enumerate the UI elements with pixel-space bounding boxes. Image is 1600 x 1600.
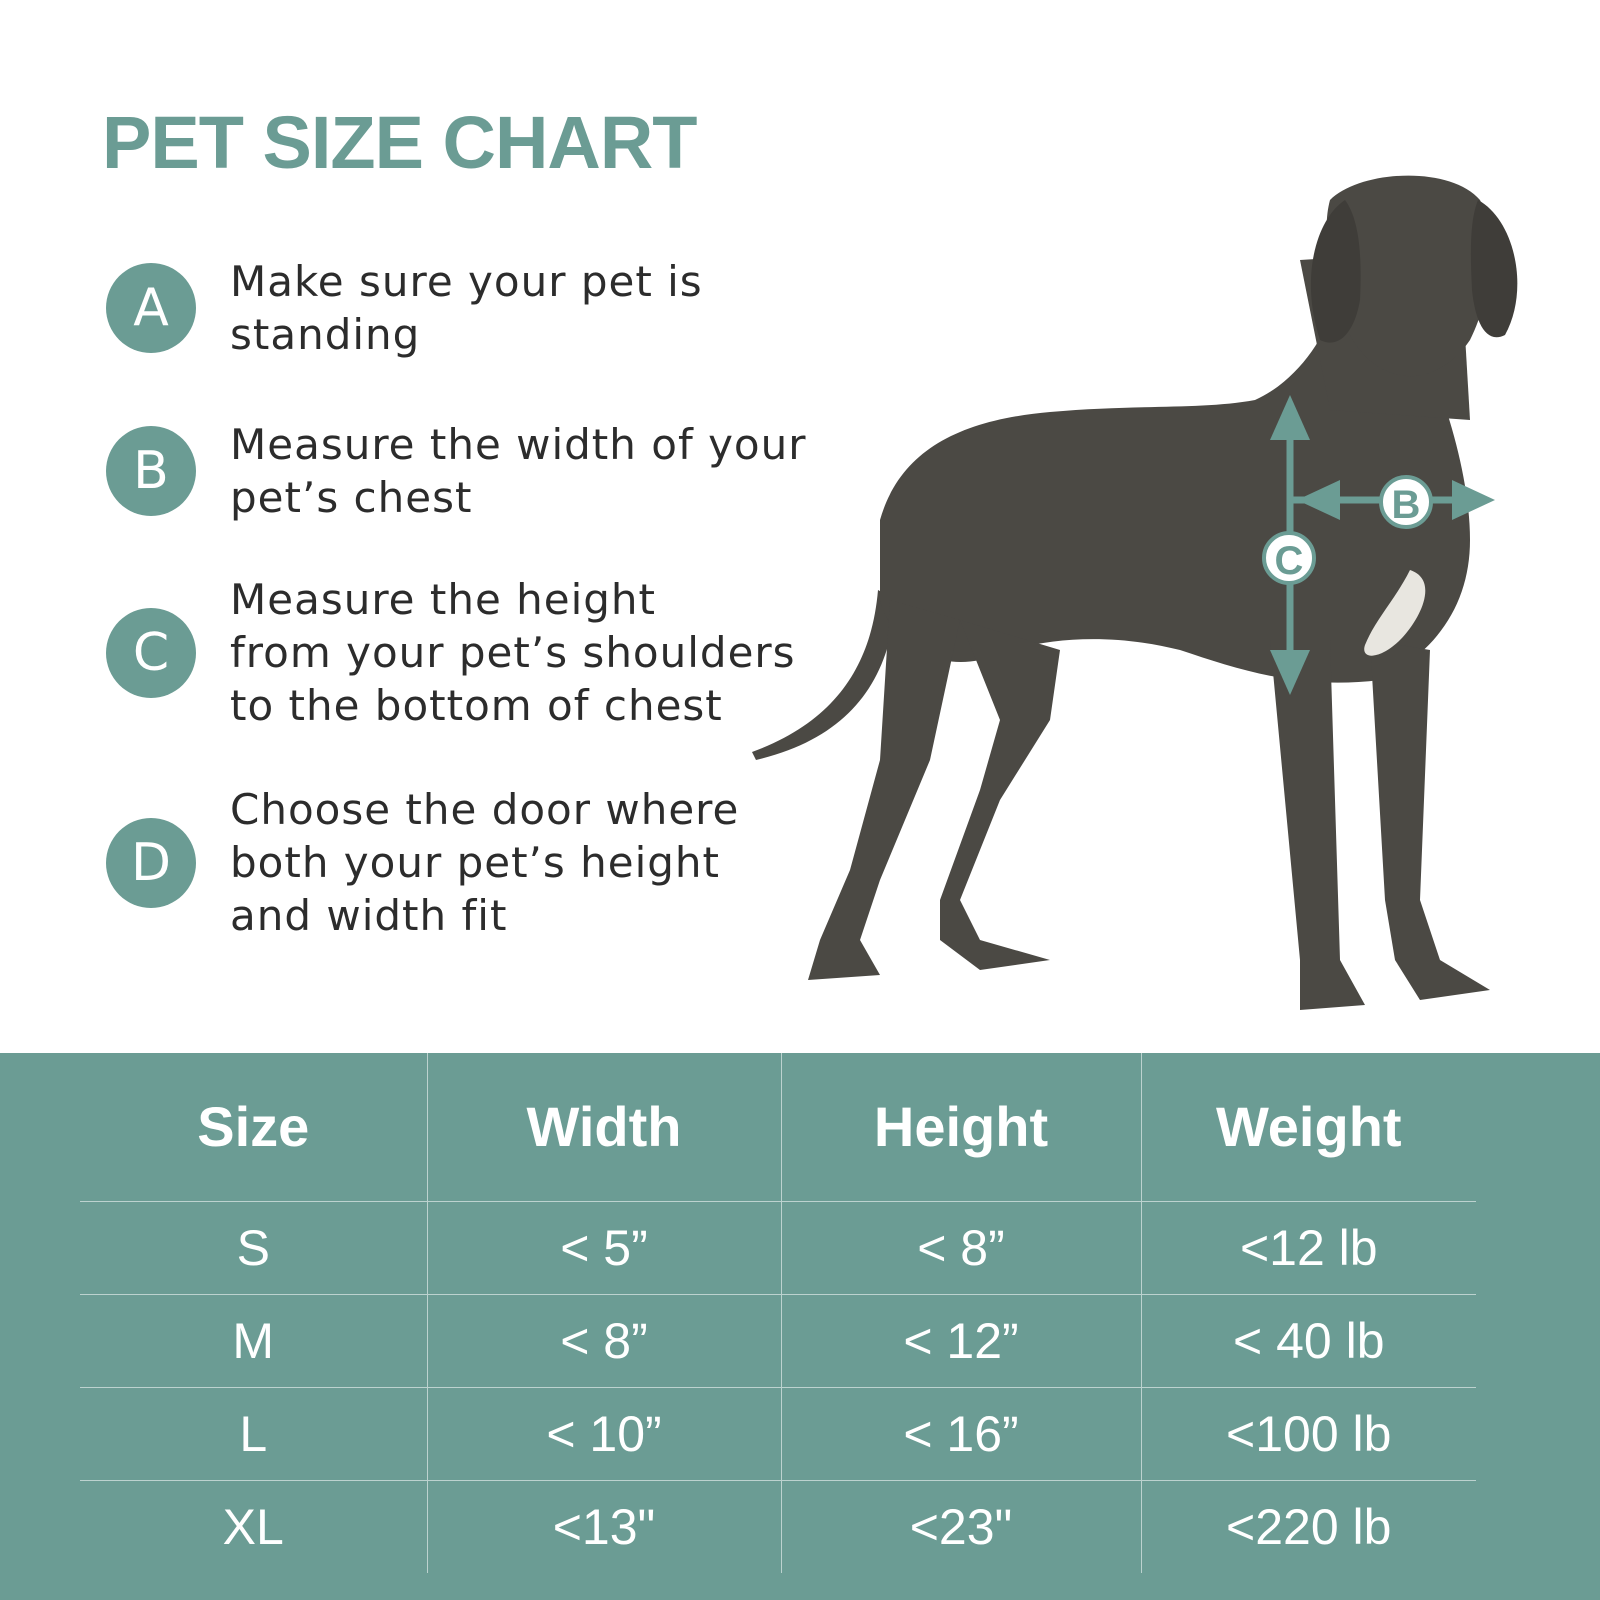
- cell-width: <13": [427, 1480, 781, 1573]
- step-d-line-1: Choose the door where: [230, 785, 740, 834]
- page-title: PET SIZE CHART: [102, 101, 697, 184]
- cell-width: < 5”: [427, 1201, 781, 1294]
- dog-illustration: [740, 150, 1570, 1030]
- step-b-line-1: Measure the width of your: [230, 420, 807, 469]
- step-a-line-1: Make sure your pet is: [230, 257, 703, 306]
- size-table: [80, 1053, 1476, 1573]
- header-size: Size: [197, 1095, 310, 1159]
- table-row: [80, 1201, 1476, 1294]
- step-text-a: [230, 255, 703, 361]
- header-weight: Weight: [1141, 1053, 1476, 1201]
- cell-height: < 8”: [781, 1201, 1141, 1294]
- step-b-line-2: pet’s chest: [230, 473, 473, 522]
- step-badge-a: A: [106, 263, 196, 353]
- marker-c: [1264, 533, 1314, 583]
- step-badge-c: C: [106, 608, 196, 698]
- step-a-line-2: standing: [230, 310, 421, 359]
- table-row: [80, 1294, 1476, 1387]
- cell-weight: <220 lb: [1141, 1480, 1476, 1573]
- step-c-line-3: to the bottom of chest: [230, 681, 723, 730]
- cell-size: L: [239, 1405, 268, 1462]
- step-text-b: [230, 418, 807, 524]
- cell-size: S: [236, 1219, 270, 1276]
- cell-size: XL: [222, 1498, 284, 1555]
- step-badge-b: B: [106, 426, 196, 516]
- step-d-line-3: and width fit: [230, 891, 508, 940]
- cell-weight: <12 lb: [1141, 1201, 1476, 1294]
- cell-size: M: [232, 1312, 275, 1369]
- step-c: [106, 573, 796, 732]
- step-d-line-2: both your pet’s height: [230, 838, 721, 887]
- marker-b-label: B: [1391, 483, 1421, 527]
- header-width: Width: [427, 1053, 781, 1201]
- table-row: [80, 1480, 1476, 1573]
- cell-weight: <100 lb: [1141, 1387, 1476, 1480]
- marker-c-label: C: [1274, 539, 1304, 583]
- header-height: Height: [781, 1053, 1141, 1201]
- table-header-row: [80, 1053, 1476, 1201]
- cell-height: < 12”: [781, 1294, 1141, 1387]
- step-b: [106, 418, 807, 524]
- step-text-d: [230, 783, 739, 942]
- cell-height: < 16”: [781, 1387, 1141, 1480]
- step-text-c: [230, 573, 796, 732]
- step-d: [106, 783, 739, 942]
- table-row: [80, 1387, 1476, 1480]
- step-a: [106, 255, 703, 361]
- size-table-panel: [0, 1053, 1600, 1600]
- cell-width: < 8”: [427, 1294, 781, 1387]
- cell-height: <23": [781, 1480, 1141, 1573]
- cell-weight: < 40 lb: [1141, 1294, 1476, 1387]
- step-badge-d: D: [106, 818, 196, 908]
- step-c-line-1: Measure the height: [230, 575, 657, 624]
- marker-b: [1381, 477, 1431, 527]
- cell-width: < 10”: [427, 1387, 781, 1480]
- step-c-line-2: from your pet’s shoulders: [230, 628, 796, 677]
